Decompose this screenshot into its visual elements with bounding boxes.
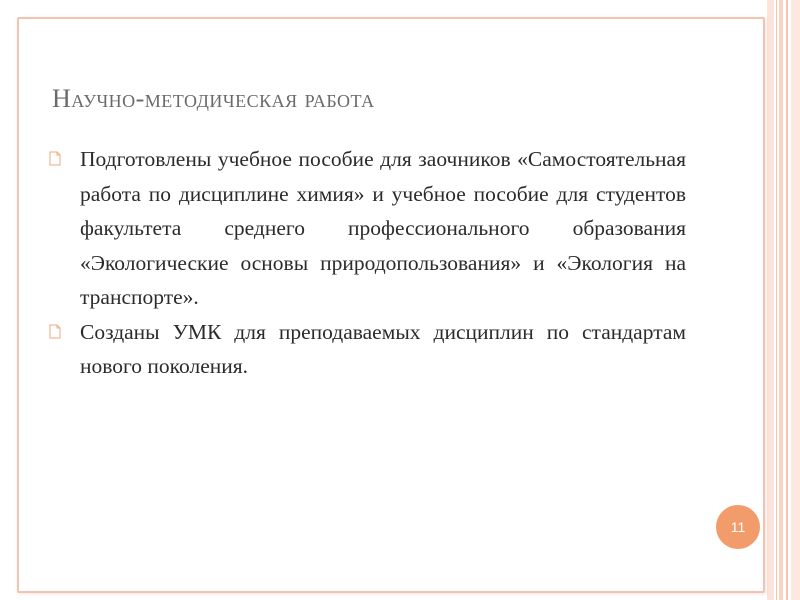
decorative-stripe xyxy=(786,0,788,600)
bullet-item xyxy=(48,315,686,384)
slide-title: Научно-методическая работа xyxy=(52,84,375,113)
page-icon xyxy=(48,142,62,176)
page-number-badge: 11 xyxy=(716,505,760,549)
bullet-text: Подготовлены учебное пособие для заочников «Самостоятельная работа по дисциплине химия» и учебное пособие для студентов факультета среднего профессионального образования «Экологические основы природопользования» и «Экология на транспорте». xyxy=(80,147,686,309)
bullet-item xyxy=(48,142,686,315)
bullet-text: Созданы УМК для преподаваемых дисциплин по стандартам нового поколения. xyxy=(80,319,686,378)
page-icon xyxy=(48,315,62,349)
decorative-stripe xyxy=(779,0,783,600)
bullet-list xyxy=(48,142,686,384)
decorative-stripe xyxy=(776,0,777,600)
decorative-stripe xyxy=(791,0,800,600)
decorative-stripe xyxy=(767,0,774,600)
